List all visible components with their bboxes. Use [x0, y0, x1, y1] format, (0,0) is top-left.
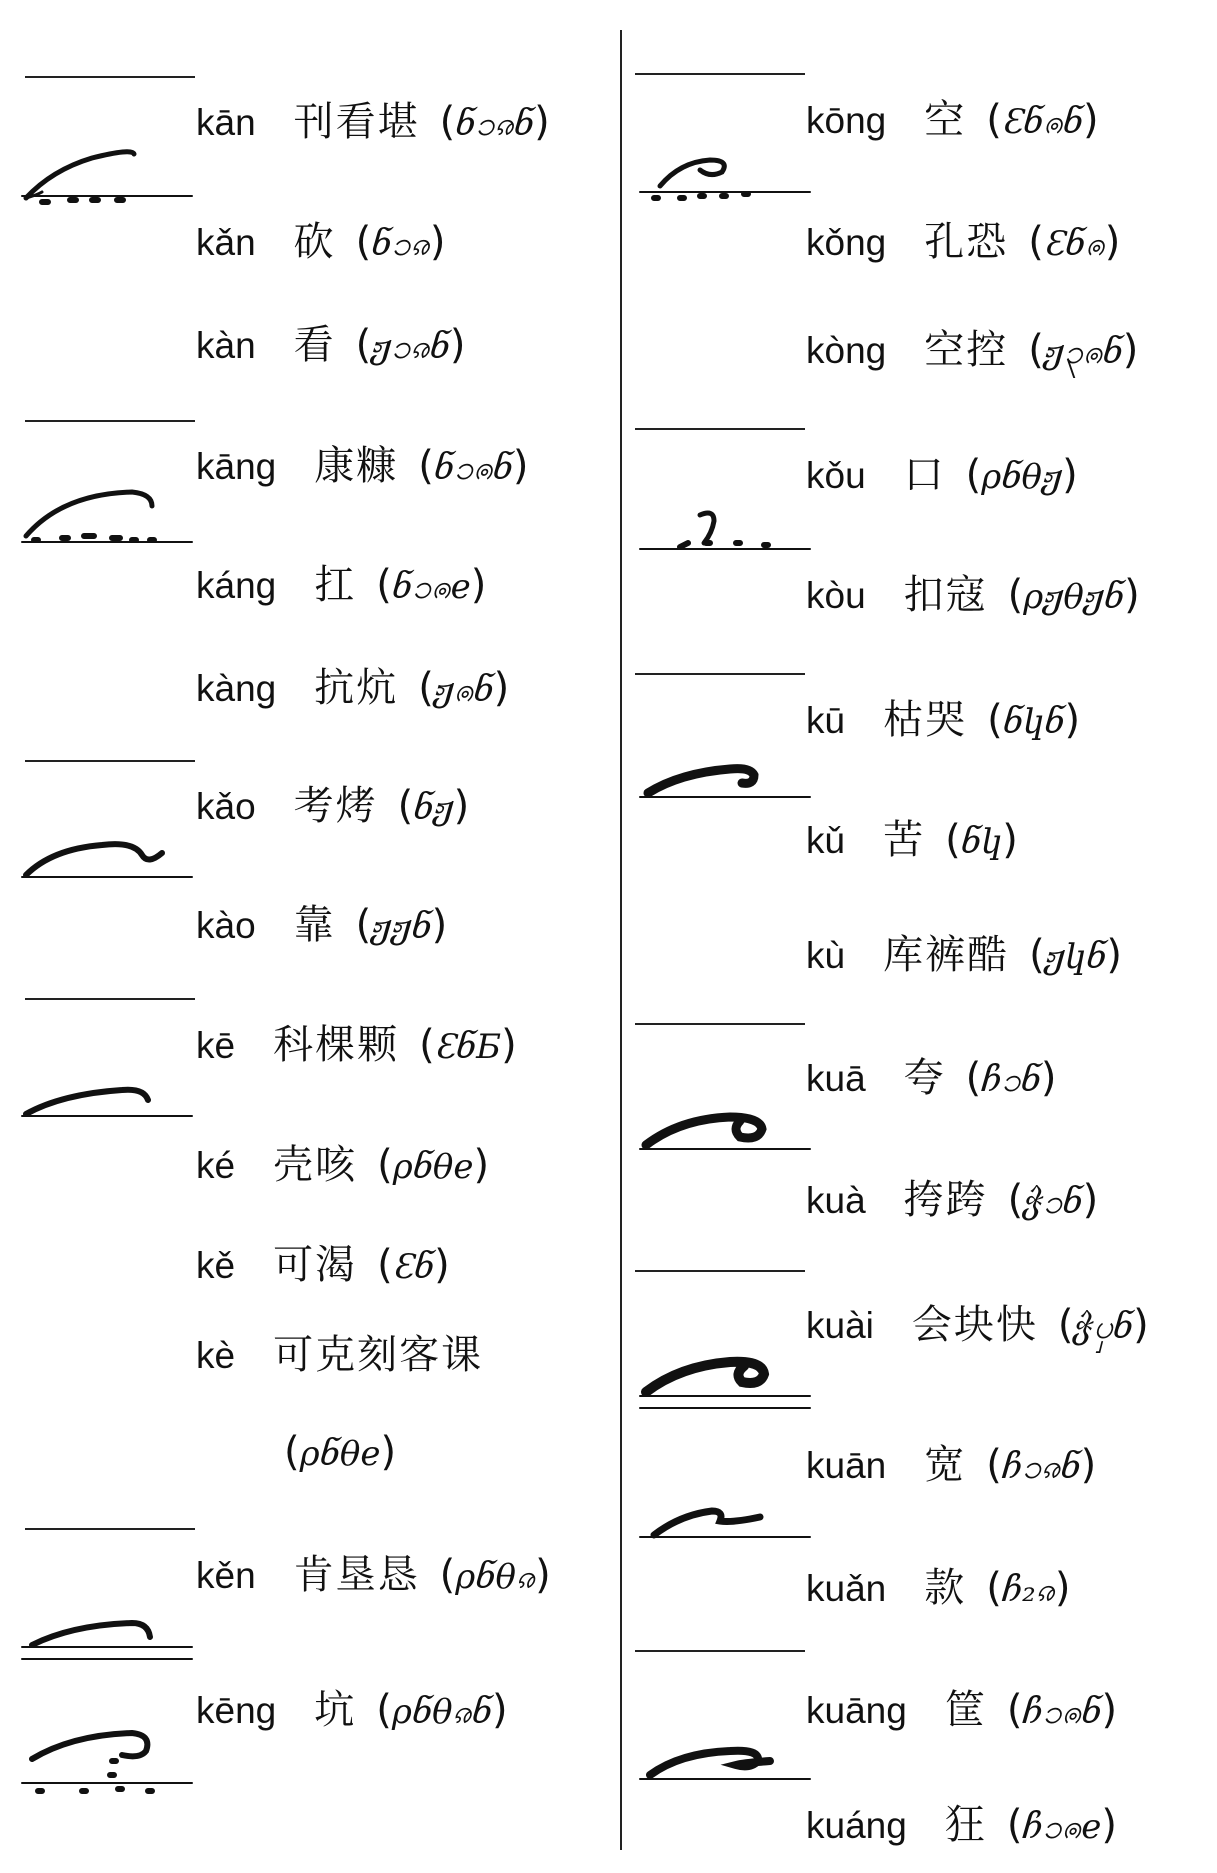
pinyin: kū [806, 700, 846, 741]
group-separator [635, 1023, 805, 1025]
entry-ke4 [196, 1332, 484, 1378]
entry-ke3 [196, 1242, 450, 1288]
entry-kan1 [196, 99, 550, 145]
hanzi: 苦 [883, 817, 926, 863]
group-separator [25, 420, 195, 422]
pinyin: kè [196, 1335, 236, 1376]
pinyin: kōng [806, 100, 887, 141]
hanzi: 宽 [924, 1442, 967, 1488]
pinyin: kuà [806, 1180, 866, 1221]
entry-ken3 [196, 1552, 551, 1598]
group-separator [25, 998, 195, 1000]
group-separator [635, 673, 805, 675]
pinyin: kēng [196, 1690, 277, 1731]
hanzi: 可克刻客课 [273, 1332, 484, 1378]
shorthand-outline [640, 505, 820, 565]
hanzi: 刊看堪 [293, 99, 420, 145]
entry-kou3 [806, 452, 1078, 498]
entry-kuan1 [806, 1442, 1097, 1488]
hanzi: 狂 [944, 1802, 987, 1848]
pinyin: kě [196, 1245, 236, 1286]
pinyin: kuǎn [806, 1568, 887, 1609]
entry-kuang2 [806, 1802, 1117, 1848]
pinyin: kuāng [806, 1690, 907, 1731]
entry-kuai4 [806, 1302, 1149, 1348]
entry-kuan3 [806, 1565, 1071, 1611]
hanzi: 孔恐 [924, 219, 1009, 265]
pinyin: kǒng [806, 222, 887, 263]
pinyin: kěn [196, 1555, 256, 1596]
script-notation: (ჭၦნ) [1057, 1302, 1149, 1348]
hanzi: 考烤 [293, 783, 378, 829]
pinyin: kǎo [196, 786, 256, 827]
hanzi: 靠 [293, 902, 336, 948]
script-notation: (ნկნ) [987, 697, 1081, 743]
hanzi: 壳咳 [273, 1142, 358, 1188]
entry-ke2 [196, 1142, 490, 1188]
script-notation: (ჟկნ) [1029, 932, 1122, 978]
hanzi: 抗炕 [314, 665, 399, 711]
hanzi: 扣寇 [903, 572, 988, 618]
shorthand-outline [640, 1105, 820, 1155]
script-notation: (Ɛნၐნ) [986, 97, 1099, 143]
script-notation: (ნկ) [945, 817, 1018, 863]
entry-ku3 [806, 817, 1018, 863]
entry-kan3 [196, 219, 446, 265]
pinyin: kān [196, 102, 256, 143]
script-notation: (ჟၐნ) [418, 665, 510, 711]
entry-kong4 [806, 327, 1139, 373]
pinyin: kǒu [806, 455, 866, 496]
group-separator [635, 73, 805, 75]
hanzi: 坑 [314, 1687, 357, 1733]
hanzi: 口 [903, 452, 946, 498]
entry-kou4 [806, 572, 1140, 618]
hanzi: 款 [924, 1565, 967, 1611]
entry-keng1 [196, 1687, 508, 1733]
hanzi: 筐 [944, 1687, 987, 1733]
entry-ke1 [196, 1022, 517, 1068]
script-notation: (ნ၁ၐნ) [418, 443, 529, 489]
group-separator [25, 1528, 195, 1530]
group-separator [635, 428, 805, 430]
entry-ku4 [806, 932, 1122, 978]
pinyin: kuài [806, 1305, 874, 1346]
hanzi: 空控 [924, 327, 1009, 373]
hanzi: 可渴 [273, 1242, 358, 1288]
script-notation: (Ɛნ) [377, 1242, 450, 1288]
hanzi: 砍 [293, 219, 336, 265]
hanzi: 科棵颗 [273, 1022, 400, 1068]
hanzi: 夸 [903, 1055, 946, 1101]
script-notation: (ρნθe) [377, 1142, 490, 1188]
pinyin: kǔ [806, 820, 846, 861]
shorthand-outline [22, 1725, 202, 1805]
entry-kua4 [806, 1177, 1099, 1223]
group-separator [635, 1650, 805, 1652]
script-notation: (ρნθၷნ) [376, 1687, 508, 1733]
pinyin: kù [806, 935, 846, 976]
pinyin: kòng [806, 330, 887, 371]
entry-kao3 [196, 783, 470, 829]
script-notation: (ნ၁ၐe) [376, 562, 487, 608]
pinyin: kǎn [196, 222, 256, 263]
pinyin: káng [196, 565, 277, 606]
pinyin: kē [196, 1025, 236, 1066]
pinyin: kuā [806, 1058, 866, 1099]
hanzi: 肯垦恳 [293, 1552, 420, 1598]
script-notation: (ნ၁ၷნ) [439, 99, 550, 145]
shorthand-outline [640, 1735, 820, 1785]
script-notation: (ჩ၁ၐe) [1006, 1802, 1117, 1848]
hanzi: 康糠 [314, 443, 399, 489]
pinyin: ké [196, 1145, 236, 1186]
shorthand-outline [22, 480, 202, 550]
pinyin: kàn [196, 325, 256, 366]
entry-kao4 [196, 902, 448, 948]
pinyin: kuáng [806, 1805, 907, 1846]
entry-kuang1 [806, 1687, 1118, 1733]
column-divider [620, 30, 622, 1850]
pinyin: kào [196, 905, 256, 946]
entry-kang1 [196, 443, 529, 489]
shorthand-outline [22, 1080, 202, 1120]
entry-ku1 [806, 697, 1081, 743]
hanzi: 会块快 [911, 1302, 1038, 1348]
hanzi: 挎跨 [903, 1177, 988, 1223]
script-notation: (ჩ₂ၷ) [986, 1565, 1071, 1611]
entry-kong3 [806, 219, 1121, 265]
script-notation: (ნ၁ၷ) [355, 219, 446, 265]
entry-kang2 [196, 562, 487, 608]
script-notation: (ρნθჟ) [965, 452, 1078, 498]
script-notation: (ƐნƂ) [419, 1022, 517, 1068]
entry-ke4-notation [284, 1429, 397, 1475]
pinyin: kāng [196, 446, 277, 487]
group-separator [25, 76, 195, 78]
script-notation: (ჟ၁ၷნ) [355, 322, 466, 368]
script-notation: (ρჟθჟნ) [1007, 572, 1140, 618]
entry-kan4 [196, 322, 466, 368]
script-notation: (ჟჟნ) [355, 902, 448, 948]
shorthand-outline [640, 150, 820, 210]
group-separator [635, 1270, 805, 1272]
script-notation: (ჩ၁ნ) [965, 1055, 1057, 1101]
script-notation: (ρნθၷ) [439, 1552, 551, 1598]
shorthand-outline [640, 1348, 820, 1408]
script-notation: (ჩ၁ၐნ) [1006, 1687, 1118, 1733]
script-notation: (Ɛნၐ) [1028, 219, 1121, 265]
entry-kong1 [806, 97, 1099, 143]
shorthand-outline [22, 140, 202, 220]
hanzi: 扛 [314, 562, 357, 608]
shorthand-outline [640, 1495, 820, 1545]
group-separator [25, 760, 195, 762]
hanzi: 空 [924, 97, 967, 143]
pinyin: kuān [806, 1445, 887, 1486]
entry-kang4 [196, 665, 510, 711]
entry-kua1 [806, 1055, 1057, 1101]
script-notation: (ჩ၁ၷნ) [986, 1442, 1097, 1488]
shorthand-outline [22, 835, 202, 885]
hanzi: 看 [293, 322, 336, 368]
script-notation: (ჟ၃ၐნ) [1028, 327, 1139, 373]
hanzi: 枯哭 [883, 697, 968, 743]
pinyin: kàng [196, 668, 277, 709]
script-notation: (ρნθe) [284, 1429, 397, 1475]
script-notation: (ნჟ) [397, 783, 470, 829]
hanzi: 库裤酷 [883, 932, 1010, 978]
shorthand-outline [640, 755, 820, 805]
script-notation: (ჭ၁ნ) [1007, 1177, 1099, 1223]
shorthand-outline [22, 1615, 202, 1665]
pinyin: kòu [806, 575, 866, 616]
